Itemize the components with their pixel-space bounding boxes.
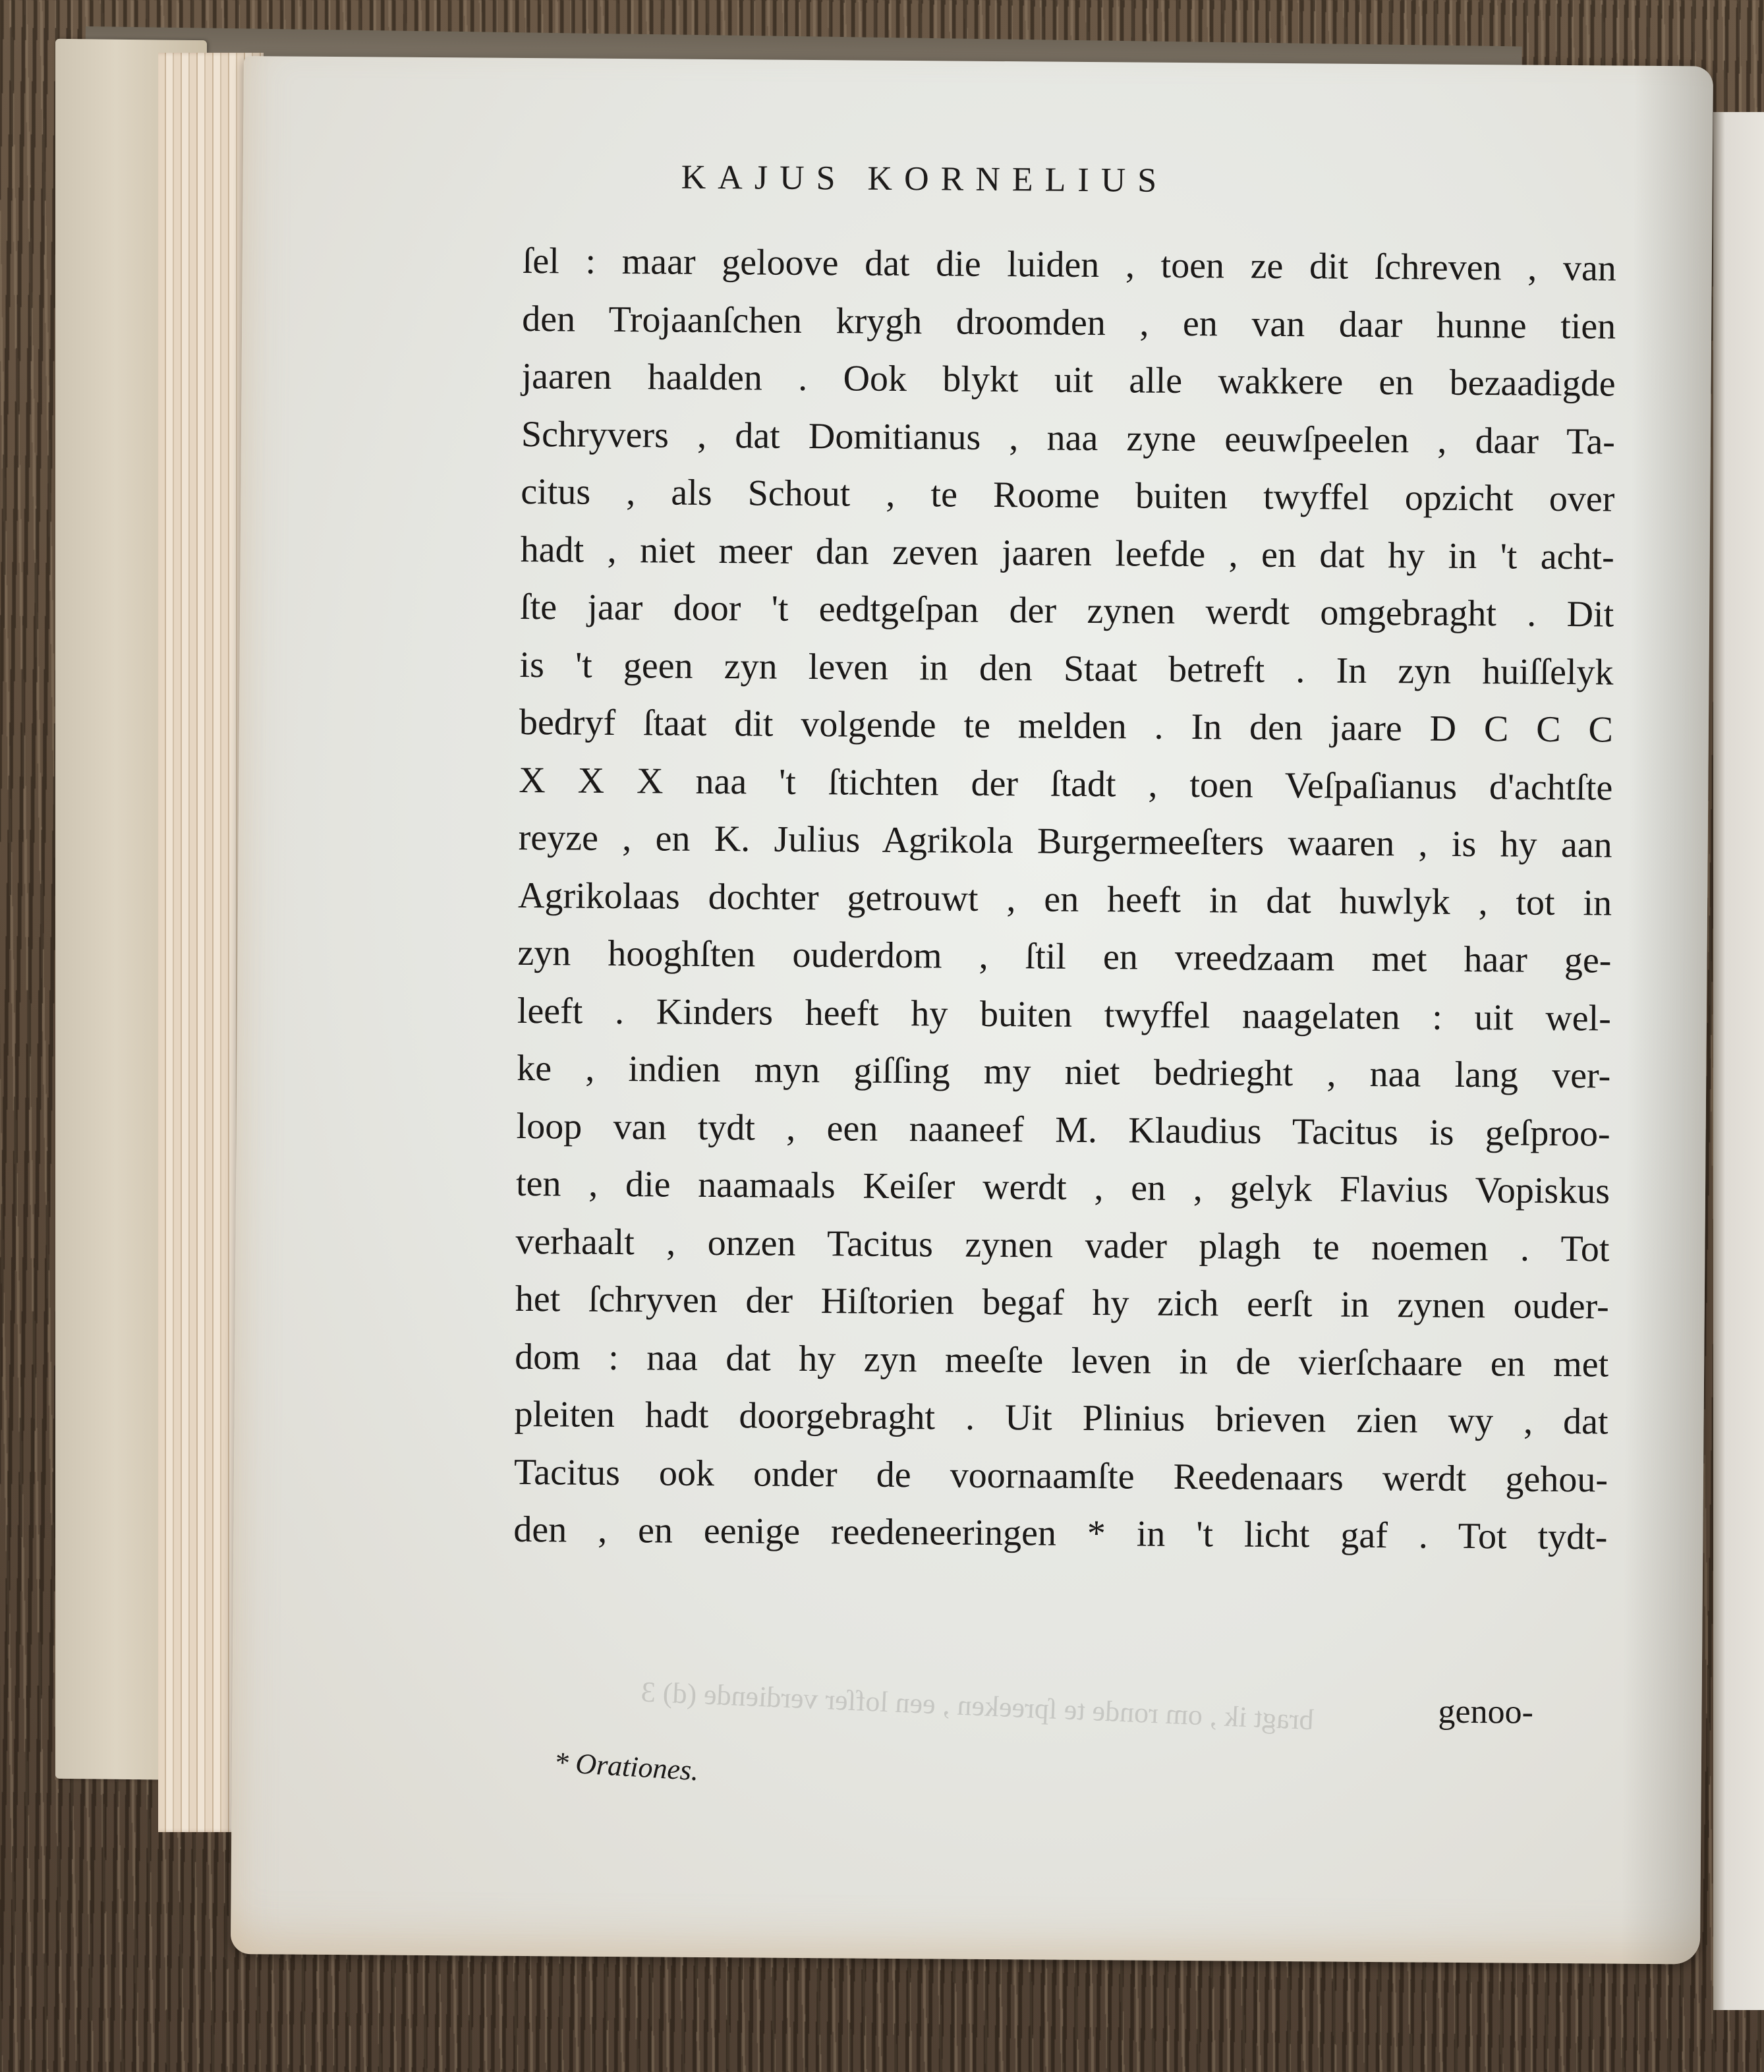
text-line: citus , als Schout , te Roome buiten twyffel opzicht over <box>521 471 1615 520</box>
footnote: * Orationes. <box>553 1746 700 1787</box>
text-line: Tacitus ook onder de voornaamſte Reedenaars werdt gehou- <box>513 1451 1608 1501</box>
text-line: het ſchryven der Hiſtorien begaf hy zich eerſt in zynen ouder- <box>515 1278 1610 1327</box>
text-line: leeft . Kinders heeft hy buiten twyffel naagelaten : uit wel- <box>517 990 1612 1039</box>
text-line: is 't geen zyn leven in den Staat betreft . In zyn huiſſelyk <box>519 644 1614 693</box>
text-line: ſel : maar geloove dat die luiden , toen ze dit ſchreven , van <box>522 240 1617 289</box>
text-line: den Trojaanſchen krygh droomden , en van daar hunne tien <box>522 298 1616 347</box>
text-line: ten , die naamaals Keiſer werdt , en , gelyk Flavius Vopiskus <box>515 1163 1610 1212</box>
text-line: zyn hooghſten ouderdom , ſtil en vreedzaam met haar ge- <box>517 932 1612 981</box>
body-text <box>513 233 1616 1567</box>
running-head: KAJUS KORNELIUS <box>681 158 1169 200</box>
text-line: Schryvers , dat Domitianus , naa zyne eeuwſpeelen , daar Ta- <box>521 413 1616 463</box>
text-line: bedryf ſtaat dit volgende te melden . In den jaare D C C C <box>519 701 1614 751</box>
catchword: genoo- <box>1438 1692 1534 1731</box>
text-line: den , en eenige reedeneeringen * in 't licht gaf . Tot tydt- <box>513 1509 1608 1558</box>
text-line: hadt , niet meer dan zeven jaaren leefde , en dat hy in 't acht- <box>520 529 1614 578</box>
show-through-text: bragt ik , om ronde te ſpreeken , een lofſer verdiende (d) 3 <box>640 1675 1315 1737</box>
text-line: ke , indien myn giſſing my niet bedrieght , naa lang ver- <box>517 1047 1611 1097</box>
text-line: X X X naa 't ſtichten der ſtadt , toen Veſpaſianus d'achtſte <box>519 759 1613 809</box>
text-line: dom : naa dat hy zyn meeſte leven in de vierſchaare en met <box>515 1336 1609 1385</box>
text-line: verhaalt , onzen Tacitus zynen vader plagh te noemen . Tot <box>515 1221 1610 1270</box>
text-line: pleiten hadt doorgebraght . Uit Plinius brieven zien wy , dat <box>514 1393 1608 1443</box>
book-page <box>231 56 1713 1964</box>
facing-page-edge <box>1713 112 1764 2010</box>
text-line: ſte jaar door 't eedtgeſpan der zynen werdt omgebraght . Dit <box>519 586 1614 635</box>
text-line: loop van tydt , een naaneef M. Klaudius Tacitus is geſproo- <box>516 1105 1610 1155</box>
text-line: reyze , en K. Julius Agrikola Burgermeeſters waaren , is hy aan <box>518 817 1612 866</box>
text-line: Agrikolaas dochter getrouwt , en heeft in dat huwlyk , tot in <box>517 875 1612 924</box>
text-line: jaaren haalden . Ook blykt uit alle wakkere en bezaadigde <box>521 355 1616 405</box>
